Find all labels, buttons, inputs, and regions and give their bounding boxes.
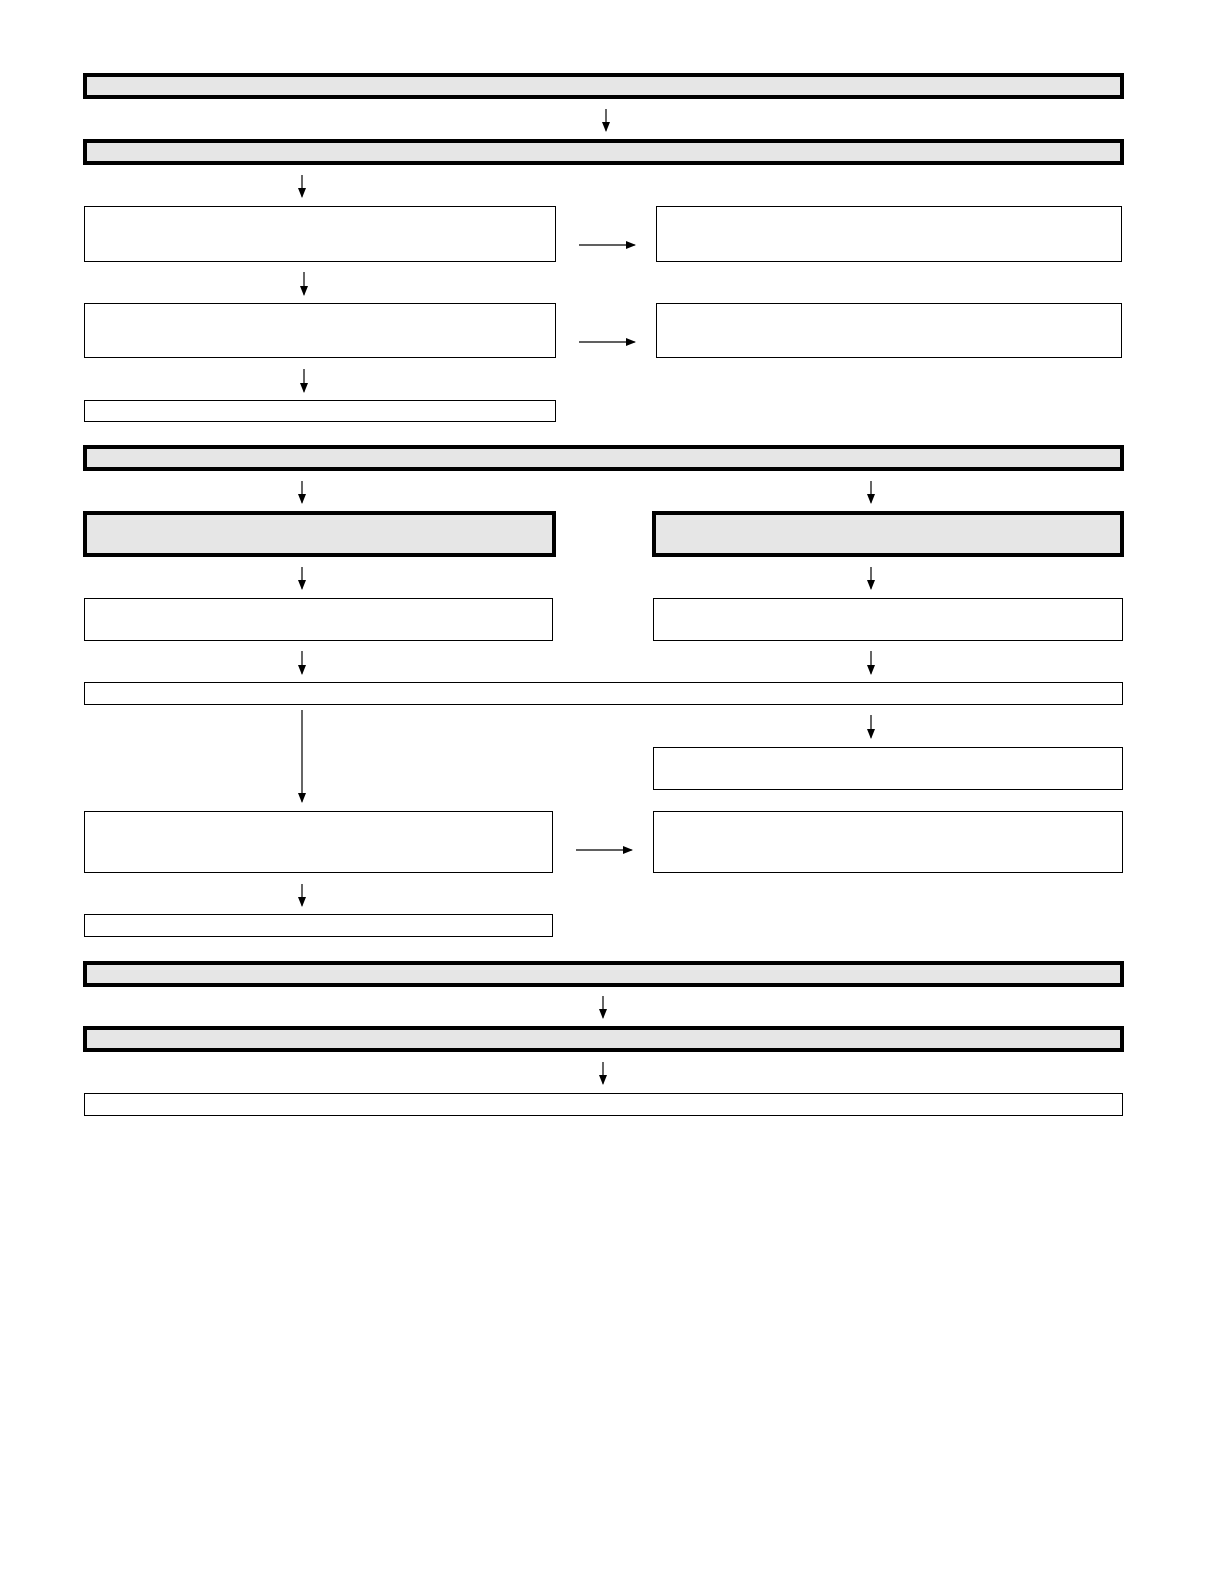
side-a2-box [656,303,1122,358]
step-a3-box [84,400,556,422]
step-a1-box [84,206,556,262]
header-5-box [83,1026,1124,1052]
branch-right-header-box [652,511,1124,557]
final-bar-box [84,1093,1123,1116]
right-step-2-box [653,747,1123,790]
branch-left-step-box [84,598,553,641]
left-step-3-box [84,914,553,937]
merge-bar-box [84,682,1123,705]
side-a1-box [656,206,1122,262]
header-1-box [83,73,1124,99]
header-4-box [83,961,1124,987]
branch-right-step-box [653,598,1123,641]
right-step-3-box [653,811,1123,873]
branch-left-header-box [83,511,556,557]
step-a2-box [84,303,556,358]
header-2-box [83,139,1124,165]
header-3-box [83,445,1124,471]
left-step-2-box [84,811,553,873]
